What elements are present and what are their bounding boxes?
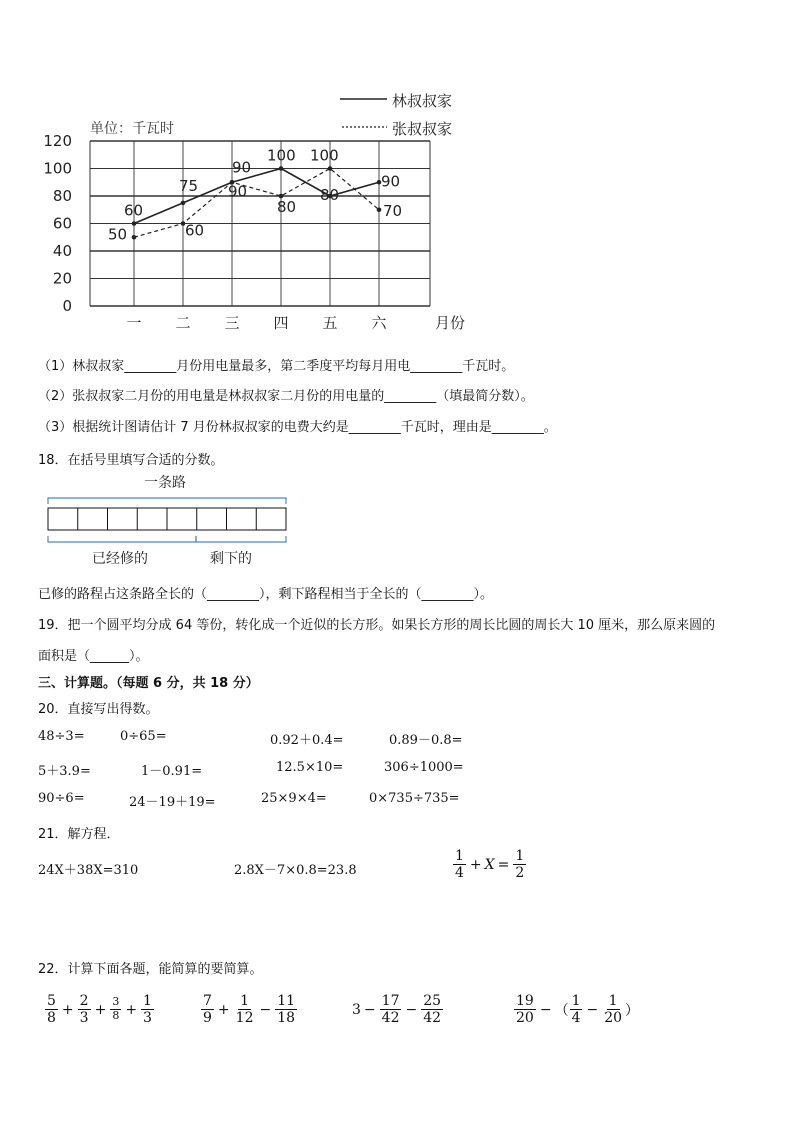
data-label: 90 [228,182,248,201]
x-tick-label: 六 [371,314,387,332]
q22-expr3: 3 − $\frac{17}{42}$ − $\frac{25}{42}$ [352,993,442,1027]
fraction: $\frac{1}{4}$ [455,848,464,882]
q17-part1: （1）林叔叔家________月份用电量最多，第二季度平均每月用电________千瓦时。 [38,359,515,374]
q22-expr1: $\frac{5}{8}$ + $\frac{2}{3}$ + $\frac{3}{8}$ + $\frac{1}{3}$ [47,993,152,1027]
data-label: 75 [179,176,199,195]
x-tick-label: 一 [126,314,142,332]
q20-r1c1: 48÷3= [38,729,85,744]
data-label: 80 [320,186,340,204]
q18-title: 18．在括号里填写合适的分数。 [38,453,224,468]
data-point [132,235,137,240]
data-label: 50 [108,225,128,244]
q18-text: 已修的路程占这条路全长的（________），剩下路程相当于全长的（________）。 [38,587,494,602]
y-tick-label: 100 [43,159,72,178]
q20-r1c2: 0÷65= [120,729,167,744]
q20-r3c2: 24－19＋19= [129,795,216,810]
q20-r2c1: 5＋3.9= [38,764,91,779]
q21-eq1: 24X＋38X=310 [38,863,139,878]
q22-expr2: $\frac{7}{9}$ + $\frac{1}{12}$ − $\frac{11}{18}$ [203,993,296,1027]
y-tick-label: 120 [43,132,72,150]
x-axis-title: 月份 [435,314,466,332]
q20-r3c4: 0×735÷735= [369,791,460,806]
q19-line2: 面积是（______）。 [38,649,149,664]
y-tick-label: 40 [52,242,72,260]
legend-label-lin: 林叔叔家 [392,92,453,110]
whole-road-brace [48,498,286,504]
q17-part2: （2）张叔叔家二月份的用电量是林叔叔家二月份的用电量的________（填最简分数）。 [38,389,534,404]
q20-r3c1: 90÷6= [38,791,85,806]
q19-line1: 19．把一个圆平均分成 64 等份，转化成一个近似的长方形。如果长方形的周长比圆的周长大 10 厘米，那么原来圆的 [38,618,716,633]
data-point [377,207,382,212]
q20-r1c4: 0.89－0.8= [389,733,463,748]
x-tick-label: 五 [322,314,338,332]
data-point [181,201,186,206]
data-point [279,166,284,171]
legend [340,92,452,138]
q22-expr4: $\frac{19}{20}$ − （ $\frac{1}{4}$ − $\frac{1}{20}$ ） [516,993,640,1027]
q20-r3c3: 25×9×4= [261,791,327,806]
q21-title: 21．解方程． [38,827,120,842]
data-label: 80 [277,198,297,216]
q20-r2c4: 306÷1000= [384,760,464,775]
y-tick-label: 20 [52,269,72,288]
data-point [132,221,137,226]
series-line [134,169,379,238]
q20-title: 20．直接写出得数。 [38,702,159,717]
road-diagram [40,468,300,572]
q21-eq3: $\frac{1}{4}$ + X = $\frac{1}{2}$ [455,848,525,882]
data-label: 90 [232,158,252,177]
done-brace [48,536,196,542]
section-3-heading: 三、计算题。（每题 6 分，共 18 分） [38,676,259,691]
q20-r1c3: 0.92＋0.4= [270,733,344,748]
q20-r2c3: 12.5×10= [276,760,344,775]
unit-label: 单位：千瓦时 [90,121,174,137]
legend-label-zhang: 张叔叔家 [392,120,453,138]
data-label: 100 [310,146,339,165]
left-label: 剩下的 [210,551,252,567]
q21-eq2: 2.8X－7×0.8=23.8 [234,863,357,878]
data-point [328,166,333,171]
fraction: $\frac{1}{2}$ [515,848,525,882]
x-tick-label: 二 [175,314,191,332]
y-tick-label: 0 [62,297,72,315]
left-brace [196,536,286,542]
q22-title: 22．计算下面各题，能简算的要简算。 [38,962,263,977]
x-tick-label: 四 [273,314,289,332]
q20-r2c2: 1－0.91= [141,764,203,779]
data-label: 60 [124,201,144,220]
y-tick-label: 60 [52,214,72,233]
line-chart [30,82,490,340]
whole-road-label: 一条路 [144,475,186,491]
done-label: 已经修的 [92,551,148,567]
data-label: 60 [185,221,205,240]
q17-part3: （3）根据统计图请估计 7 月份林叔叔家的电费大约是________千瓦时，理由是________。 [38,420,557,435]
data-label: 70 [383,201,403,220]
data-label: 100 [267,146,296,165]
data-label: 90 [381,172,401,191]
y-tick-label: 80 [52,187,72,205]
x-tick-label: 三 [224,314,240,332]
